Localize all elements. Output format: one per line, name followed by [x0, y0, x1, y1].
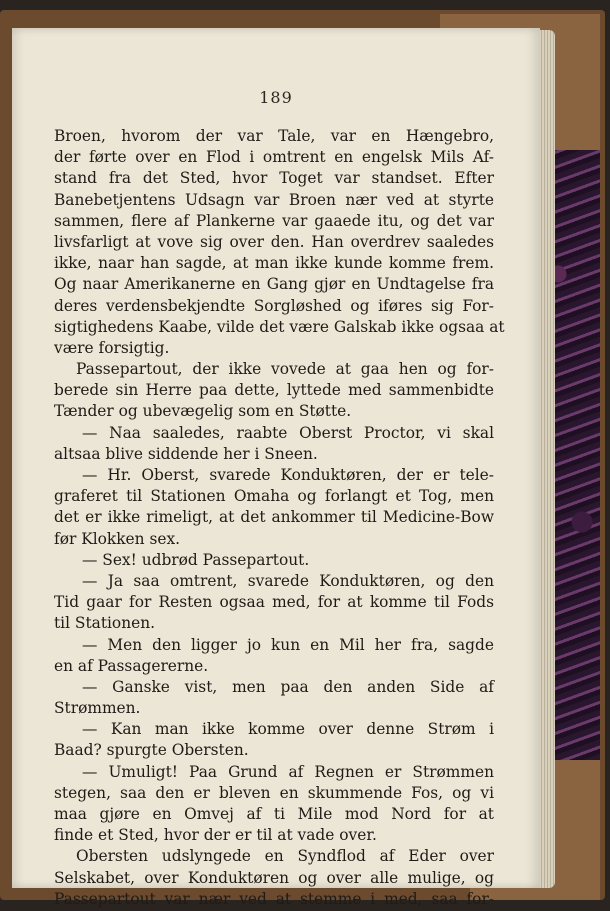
- text-line: — Ja saa omtrent, svarede Konduktøren, og den: [82, 571, 494, 590]
- text-line: til Stationen.: [54, 614, 156, 633]
- text-line: Obersten udslyngede en Syndflod af Eder over: [76, 847, 494, 866]
- text-line: sammen, flere af Plankerne var gaaede itu, og det var: [54, 211, 494, 230]
- text-line: — Sex! udbrød Passepartout.: [82, 550, 310, 569]
- text-line: ikke, naar han sagde, at man ikke kunde komme frem.: [54, 254, 494, 273]
- text-line: før Klokken sex.: [54, 529, 181, 548]
- text-line: livsfarligt at vove sig over den. Han overdrev saaledes: [54, 232, 494, 251]
- text-line: graferet til Stationen Omaha og forlangt et Tog, men: [54, 487, 494, 506]
- text-line: en af Passagererne.: [54, 656, 209, 675]
- text-line: — Hr. Oberst, svarede Konduktøren, der er tele-: [82, 466, 494, 484]
- text-line: Strømmen.: [54, 699, 141, 718]
- text-line: Broen, hvorom der var Tale, var en Hængebro,: [54, 127, 494, 145]
- page-number: 189: [259, 88, 293, 107]
- text-line: Tid gaar for Resten ogsaa med, for at komme til Fods: [54, 593, 494, 612]
- text-line: der førte over en Flod i omtrent en engelsk Mils Af-: [54, 148, 494, 167]
- text-line: stegen, saa den er bleven en skummende Fos, og vi: [54, 783, 494, 802]
- text-line: Baad? spurgte Obersten.: [54, 741, 249, 760]
- text-line: være forsigtig.: [54, 338, 170, 357]
- text-line: maa gjøre en Omvej af ti Mile mod Nord for at: [54, 805, 494, 823]
- text-line: Tænder og ubevægelig som en Støtte.: [54, 402, 352, 421]
- text-line: deres verdensbekjendte Sorgløshed og iføres sig For-: [54, 296, 494, 315]
- text-line: — Ganske vist, men paa den anden Side af: [82, 677, 494, 696]
- text-line: Og naar Amerikanerne en Gang gjør en Undtagelse fra: [54, 275, 494, 294]
- text-line: — Kan man ikke komme over denne Strøm i: [82, 720, 494, 739]
- text-line: Passepartout, der ikke vovede at gaa hen og for-: [76, 360, 494, 379]
- text-line: Selskabet, over Konduktøren og over alle mulige, og: [54, 868, 494, 887]
- text-line: stand fra det Sted, hvor Toget var standset. Efter: [54, 169, 494, 188]
- text-line: — Naa saaledes, raabte Oberst Proctor, vi skal: [82, 423, 494, 442]
- text-line: berede sin Herre paa dette, lyttede med sammenbidte: [54, 381, 494, 400]
- body-text: [54, 126, 505, 910]
- text-line: finde et Sted, hvor der er til at vade over.: [54, 826, 377, 845]
- book-page: [12, 28, 540, 908]
- text-line: altsaa blive siddende her i Sneen.: [54, 444, 318, 463]
- text-line: sigtighedens Kaabe, vilde det være Galskab ikke ogsaa at: [54, 317, 505, 336]
- text-line: det er ikke rimeligt, at det ankommer til Medicine-Bow: [54, 508, 494, 527]
- text-line: — Umuligt! Paa Grund af Regnen er Strømmen: [82, 762, 494, 781]
- text-line: — Men den ligger jo kun en Mil her fra, sagde: [82, 635, 494, 654]
- text-line: Banebetjentens Udsagn var Broen nær ved at styrte: [54, 190, 494, 209]
- text-line: Passepartout var nær ved at stemme i med, saa for-: [54, 889, 494, 908]
